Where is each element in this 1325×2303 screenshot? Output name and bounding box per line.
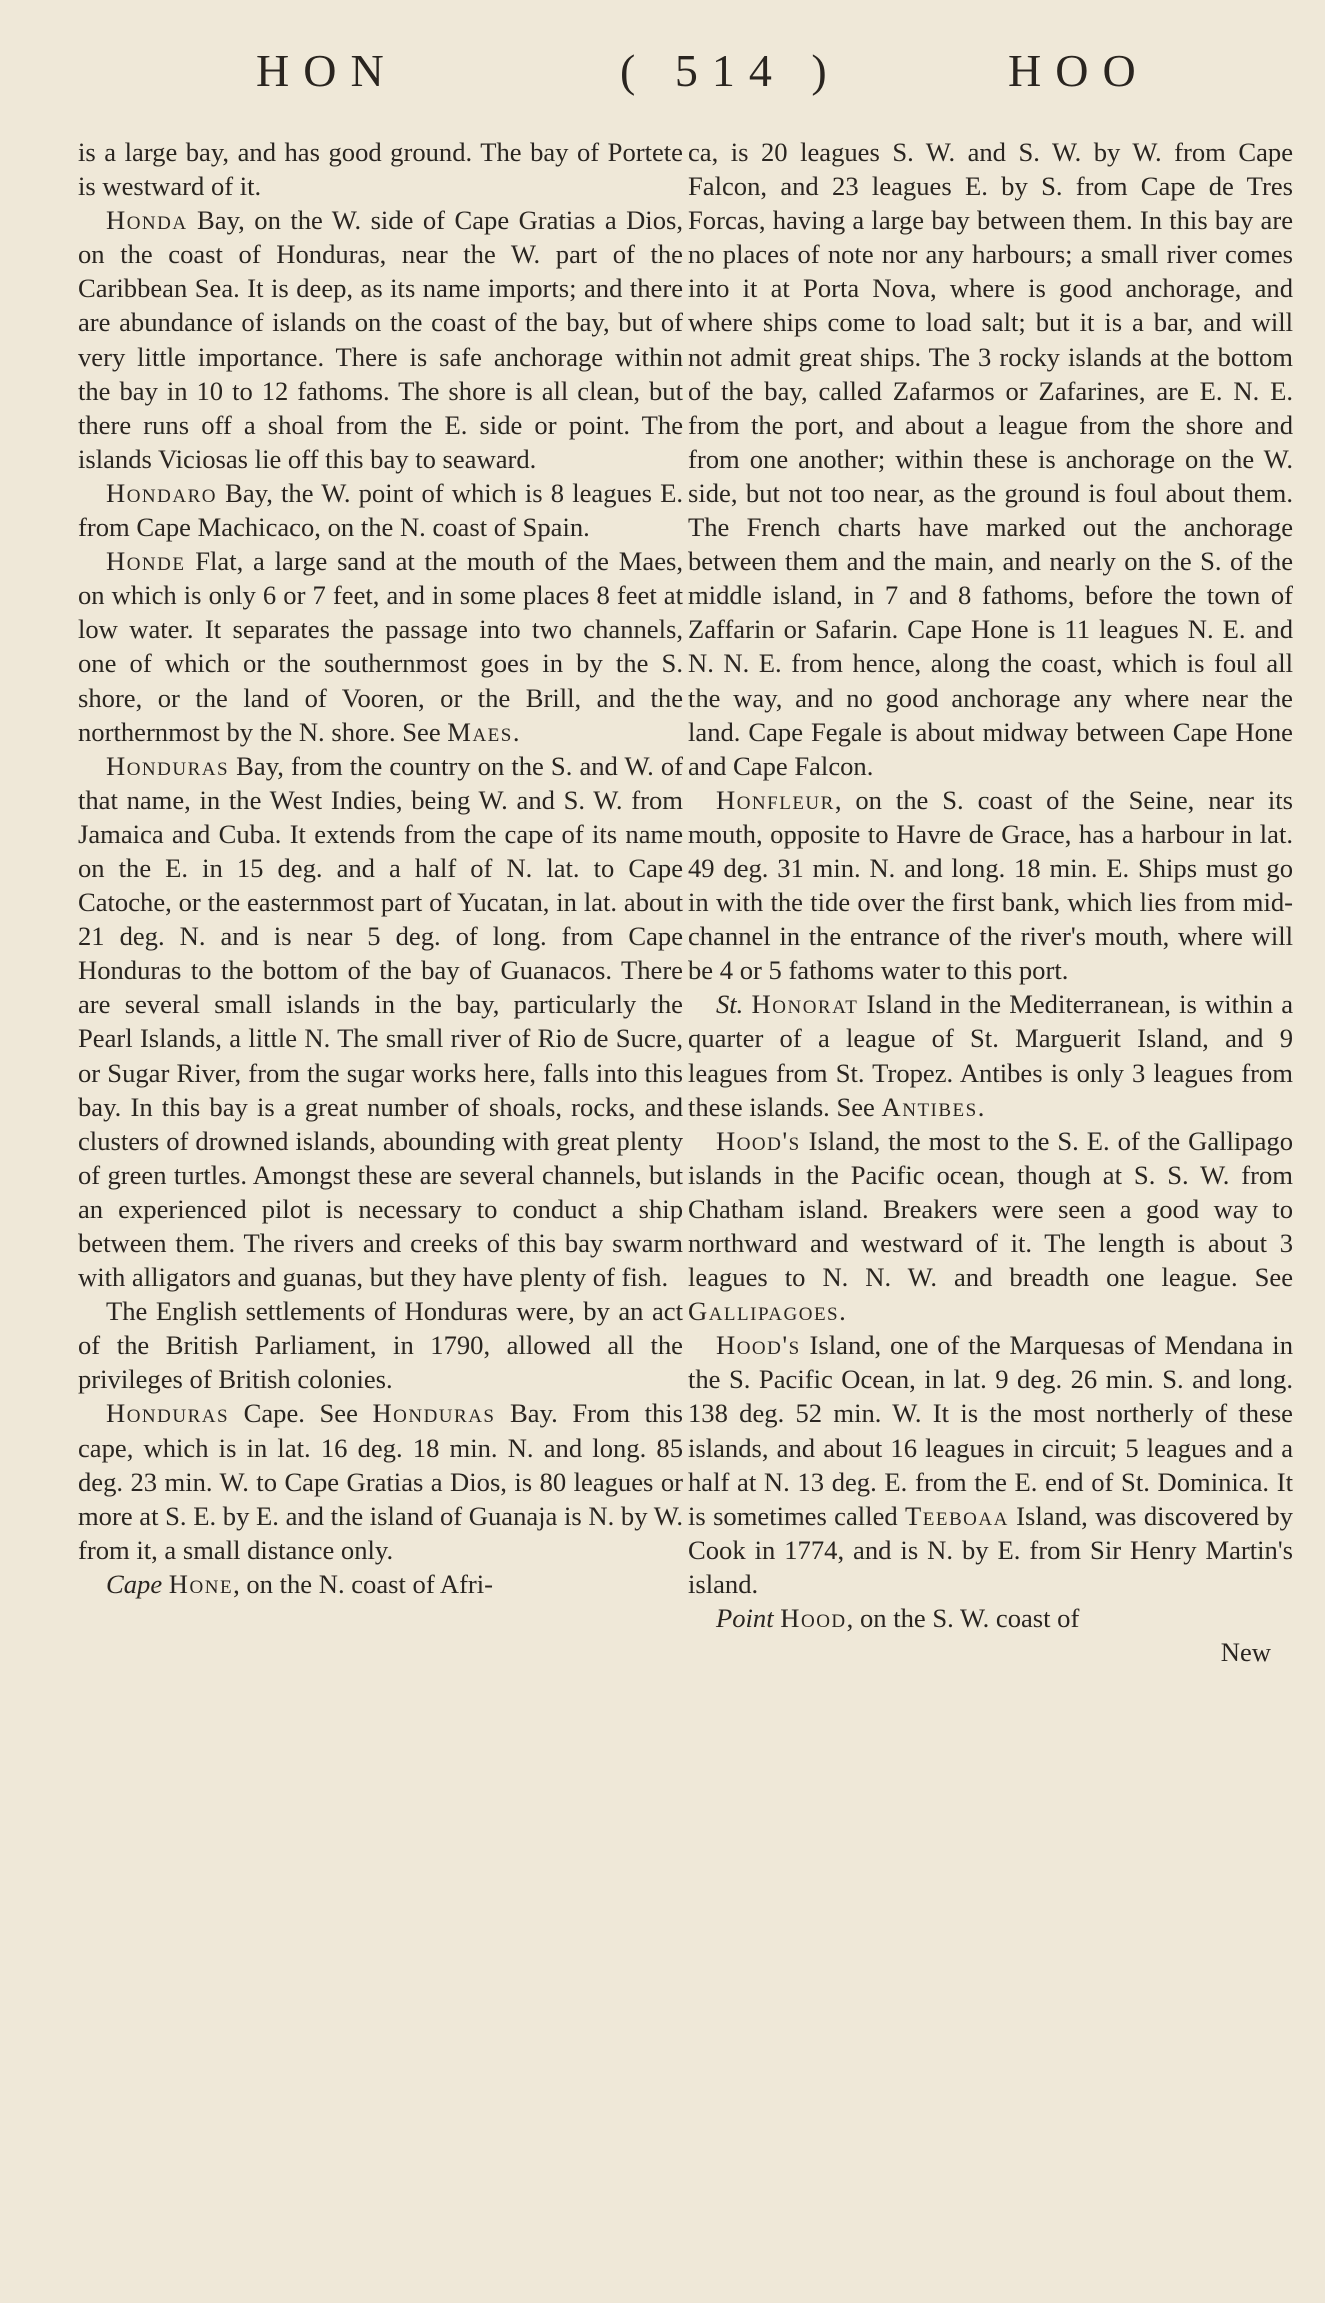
entry-text: Island, was discovered by Cook in 1774, and is N. by E. from Sir Henry Martin's island.: [688, 1500, 1293, 1599]
entry-english-settlements: [78, 1294, 683, 1396]
entry-headword: Hood's: [716, 1125, 801, 1156]
entry-text: is a large bay, and has good ground. The bay of Portete is westward of it.: [78, 137, 683, 202]
entry-text: [162, 1569, 169, 1599]
entry-cape-hone: [78, 1567, 683, 1601]
entry-text: Flat, a large sand at the mouth of the Maes, on which is only 6 or 7 feet, and in some places 8 feet at low water. It separates the passage into two channels, one of which or the southernmost goes in by the S. shore, or the land of Vooren, or the Brill, and the northernmost by the N. shore. See: [78, 546, 683, 747]
entry-text: Island in the Mediterranean, is within a quarter of a league of St. Marguerit Island, and 9 leagues from St. Tropez. Antibes is only 3 leagues from these islands. See: [688, 989, 1294, 1122]
entry-text: Island, one of the Marquesas of Mendana in the S. Pacific Ocean, in lat. 9 deg. 26 min. S. and long. 138 deg. 52 min. W. It is the most northerly of these islands, and about 16 leagues in circuit; 5 leagues and a half at N. 13 deg. E. from the E. end of St. Dominica. It is sometimes called: [688, 1330, 1293, 1531]
entry-headword: Honduras: [106, 1398, 230, 1429]
entry-text: .: [839, 1296, 846, 1327]
entry-headword: Antibes: [881, 1091, 978, 1122]
entry-text: Bay, on the W. side of Cape Gratias a Dios, on the coast of Honduras, near the W. part of the Caribbean Sea. It is deep, as its name imports; and there are abundance of islands on the coast of the bay, but of very little importance. There is safe anchorage within the bay in 10 to 12 fathoms. The shore is all clean, but there runs off a shoal from the E. side or point. The islands Viciosas lie off this bay to seaward.: [78, 205, 683, 474]
right-column: [688, 135, 1293, 1669]
entry-text: Bay, the W. point of which is 8 leagues E. from Cape Machicaco, on the N. coast of Spain.: [78, 477, 683, 543]
left-para-1: [78, 135, 683, 203]
entry-hondaro-bay: [78, 476, 683, 544]
entry-headword: Hood's: [716, 1330, 801, 1361]
entry-hoods-island-marquesas: [688, 1328, 1293, 1601]
entry-text: Island, the most to the S. E. of the Gallipago islands in the Pacific ocean, though at S. S. W. from Chatham island. Breakers were seen a good way to northward and westward of it. The length is about 3 leagues to N. N. W. and breadth one league. See: [688, 1125, 1293, 1293]
entry-headword: Hood: [780, 1603, 847, 1634]
entry-text: Bay, from the country on the S. and W. of that name, in the West Indies, being W. and S. W. from Jamaica and Cuba. It extends from the cape of its name on the E. in 15 deg. and a half of N. lat. to Cape Catoche, or the easternmost part of Yucatan, in lat. about 21 deg. N. and is near 5 deg. of long. from Cape Honduras to the bottom of the bay of Guanacos. There are several small islands in the bay, particularly the Pearl Islands, a little N. The small river of Rio de Sucre, or Sugar River, from the sugar works here, falls into this bay. In this bay is a great number of shoals, rocks, and clusters of drowned islands, abounding with great plenty of green turtles. Amongst these are several channels, but an experienced pilot is necessary to conduct a ship between them. The rivers and creeks of this bay swarm with alligators and guanas, but they have plenty of fish.: [78, 750, 683, 1293]
entry-text: Bay. From this cape, which is in lat. 16 deg. 18 min. N. and long. 85 deg. 23 min. W. to Cape Gratias a Dios, is 80 leagues or more at S. E. by E. and the island of Guanaja is N. by W. from it, a small distance only.: [78, 1398, 683, 1565]
entry-hoods-island-galapagos: [688, 1124, 1293, 1329]
right-para-1: [688, 135, 1293, 783]
running-head-right: HOO: [1008, 45, 1150, 96]
entry-text: The English settlements of Honduras were, by an act of the British Parliament, in 1790, allowed all the privileges of British colonies.: [78, 1296, 683, 1395]
entry-text: , on the S. coast of the Seine, near its mouth, opposite to Havre de Grace, has a harbour in lat. 49 deg. 31 min. N. and long. 18 min. E. Ships must go in with the tide over the first bank, which lies from mid-channel in the entrance of the river's mouth, where will be 4 or 5 fathoms water to this port.: [688, 784, 1293, 986]
entry-text: , on the N. coast of Afri-: [233, 1568, 494, 1599]
entry-text: .: [977, 1091, 985, 1122]
entry-headword: Honda: [106, 205, 188, 236]
entry-honduras-bay: [78, 749, 683, 1295]
entry-headword: Honduras: [372, 1398, 496, 1429]
running-head-left: HON: [256, 45, 398, 96]
entry-headword: Honde: [106, 546, 186, 577]
entry-headword: Hondaro: [106, 477, 217, 508]
entry-headword: Honduras: [106, 750, 230, 781]
entry-text: Cape. See: [229, 1398, 373, 1429]
entry-text: [743, 989, 751, 1019]
entry-headword: Hone: [168, 1568, 234, 1599]
italic-term: Point: [716, 1603, 774, 1634]
entry-headword: Teeboaa: [905, 1500, 1009, 1531]
page-number: ( 514 ): [620, 45, 841, 96]
catchword: New: [1220, 1637, 1271, 1668]
entry-text: .: [512, 716, 520, 747]
entry-honfleur: [688, 783, 1293, 988]
italic-term: Cape: [106, 1568, 163, 1599]
entry-honduras-cape: [78, 1396, 683, 1566]
left-column: [78, 135, 683, 1601]
entry-honde-flat: [78, 544, 683, 749]
entry-st-honorat: [688, 987, 1293, 1123]
entry-headword: Gallipagoes: [688, 1296, 840, 1327]
italic-term: St.: [716, 989, 744, 1020]
entry-text: , on the S. W. coast of: [846, 1603, 1080, 1634]
entry-headword: Maes: [447, 716, 513, 747]
entry-headword: Honorat: [751, 989, 859, 1020]
entry-point-hood: [688, 1601, 1293, 1635]
running-head: [80, 44, 1275, 124]
entry-text: ca, is 20 leagues S. W. and S. W. by W. from Cape Falcon, and 23 leagues E. by S. from Cape de Tres Forcas, having a large bay between them. In this bay are no places of note nor any harbours; a small river comes into it at Porta Nova, where is good anchorage, and where ships come to load salt; but it is a bar, and will not admit great ships. The 3 rocky islands at the bottom of the bay, called Zafarmos or Zafarines, are E. N. E. from the port, and about a league from the shore and from one another; within these is anchorage on the W. side, but not too near, as the ground is foul about them. The French charts have marked out the anchorage between them and the main, and nearly on the S. of the middle island, in 7 and 8 fathoms, before the town of Zaffarin or Safarin. Cape Hone is 11 leagues N. E. and N. N. E. from hence, along the coast, which is foul all the way, and no good anchorage any where near the land. Cape Fegale is about midway between Cape Hone and Cape Falcon.: [688, 137, 1293, 781]
entry-headword: Honfleur: [716, 784, 835, 815]
entry-honda-bay: [78, 203, 683, 476]
